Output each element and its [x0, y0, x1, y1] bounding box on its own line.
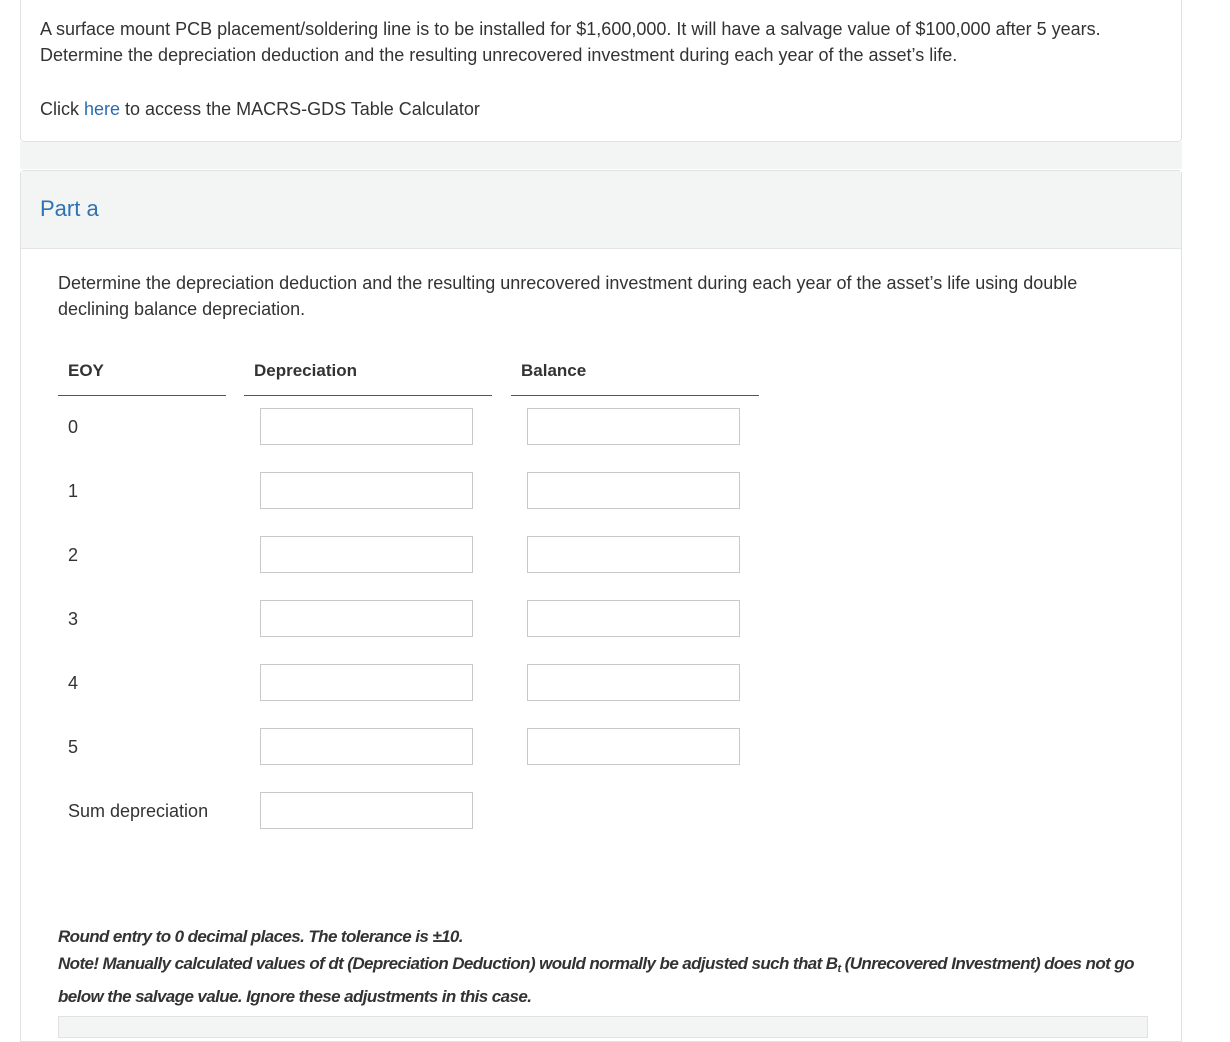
macrs-calculator-link[interactable]: here — [84, 99, 121, 119]
eoy-label: 5 — [68, 737, 79, 757]
section-separator — [20, 142, 1182, 169]
depreciation-column-header: Depreciation — [254, 361, 357, 380]
link-suffix: to access the MACRS-GDS Table Calculator — [120, 99, 480, 119]
part-title: Part a — [40, 196, 99, 221]
eoy-label: 1 — [68, 481, 79, 501]
balance-input-year-3[interactable] — [527, 600, 740, 637]
question-card — [20, 0, 1182, 142]
depreciation-input-year-4[interactable] — [260, 664, 473, 701]
eoy-label: 3 — [68, 609, 79, 629]
adjustment-note-a: Note! Manually calculated values of dt (Depreciation Deduction) would normally be adjusted such that B — [58, 954, 838, 973]
rounding-note: Round entry to 0 decimal places. The tolerance is ±10. — [58, 927, 463, 946]
balance-column-header: Balance — [521, 361, 587, 380]
question-line-2: Determine the depreciation deduction and the resulting unrecovered investment during each year of the asset’s life. — [40, 45, 958, 65]
balance-input-year-4[interactable] — [527, 664, 740, 701]
part-instructions: Determine the depreciation deduction and the resulting unrecovered investment during each year of the asset’s life using double declining balance depreciation. — [58, 273, 1078, 319]
adjustment-note-b: (Unrecovered Investment) does not go below the salvage value. Ignore these adjustments in this case. — [58, 954, 1134, 1006]
balance-header-rule — [511, 395, 759, 396]
calculator-link-line — [40, 96, 480, 122]
eoy-column-header: EOY — [68, 361, 104, 380]
adjustment-note-subscript: t — [837, 963, 841, 975]
answer-footnote — [58, 923, 1148, 1010]
balance-input-year-1[interactable] — [527, 472, 740, 509]
sum-depreciation-input[interactable] — [260, 792, 473, 829]
depreciation-input-year-1[interactable] — [260, 472, 473, 509]
balance-input-year-5[interactable] — [527, 728, 740, 765]
answer-panel-edge — [58, 1016, 1148, 1038]
eoy-header-rule — [58, 395, 226, 396]
depreciation-input-year-2[interactable] — [260, 536, 473, 573]
eoy-label: 2 — [68, 545, 79, 565]
depreciation-header-rule — [244, 395, 492, 396]
part-a-card — [20, 170, 1182, 1042]
eoy-label: 0 — [68, 417, 79, 437]
question-line-1: A surface mount PCB placement/soldering line is to be installed for $1,600,000. It will have a salvage value of $100,000 after 5 years. — [40, 19, 1101, 39]
eoy-label: 4 — [68, 673, 79, 693]
depreciation-input-year-3[interactable] — [260, 600, 473, 637]
link-prefix: Click — [40, 99, 84, 119]
balance-input-year-2[interactable] — [527, 536, 740, 573]
depreciation-input-year-5[interactable] — [260, 728, 473, 765]
part-a-header — [21, 171, 1181, 249]
sum-depreciation-label: Sum depreciation — [68, 801, 209, 821]
balance-input-year-0[interactable] — [527, 408, 740, 445]
question-text — [40, 16, 1165, 68]
depreciation-input-year-0[interactable] — [260, 408, 473, 445]
